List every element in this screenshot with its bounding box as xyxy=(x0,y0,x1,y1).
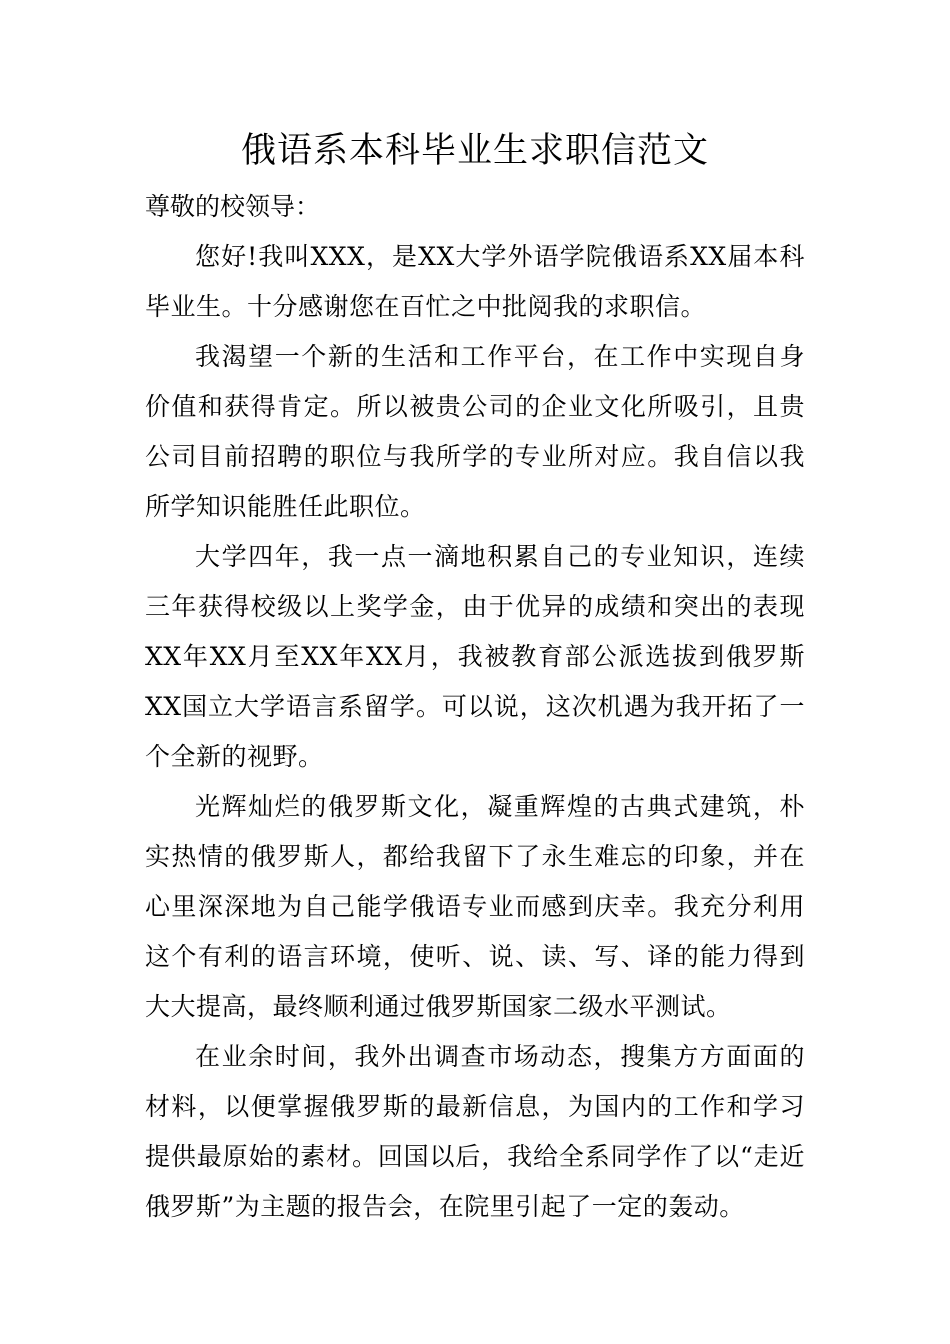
document-title: 俄语系本科毕业生求职信范文 xyxy=(240,131,709,171)
paragraph-motivation: 我渴望一个新的生活和工作平台，在工作中实现自身价值和获得肯定。所以被贵公司的企业文化所吸引，且贵公司目前招聘的职位与我所学的专业所对应。我自信以我所学知识能胜任此职位。 xyxy=(145,342,805,521)
document-page xyxy=(145,128,805,1232)
salutation: 尊敬的校领导： xyxy=(145,192,321,221)
paragraph-greeting: 您好!我叫XXX，是XX大学外语学院俄语系XX届本科毕业生。十分感谢您在百忙之中批阅我的求职信。 xyxy=(145,242,805,321)
paragraph-russia-experience: 光辉灿烂的俄罗斯文化，凝重辉煌的古典式建筑，朴实热情的俄罗斯人，都给我留下了永生难忘的印象，并在心里深深地为自己能学俄语专业而感到庆幸。我充分利用这个有利的语言环境，使听、说、读、写、译的能力得到大大提高，最终顺利通过俄罗斯国家二级水平测试。 xyxy=(145,792,805,1021)
paragraph-university: 大学四年，我一点一滴地积累自己的专业知识，连续三年获得校级以上奖学金，由于优异的成绩和突出的表现XX年XX月至XX年XX月，我被教育部公派选拔到俄罗斯XX国立大学语言系留学。可以说，这次机遇为我开拓了一个全新的视野。 xyxy=(145,542,805,771)
paragraph-spare-time: 在业余时间，我外出调查市场动态，搜集方方面面的材料，以便掌握俄罗斯的最新信息，为国内的工作和学习提供最原始的素材。回国以后，我给全系同学作了以“走近俄罗斯”为主题的报告会，在院里引起了一定的轰动。 xyxy=(145,1042,805,1221)
